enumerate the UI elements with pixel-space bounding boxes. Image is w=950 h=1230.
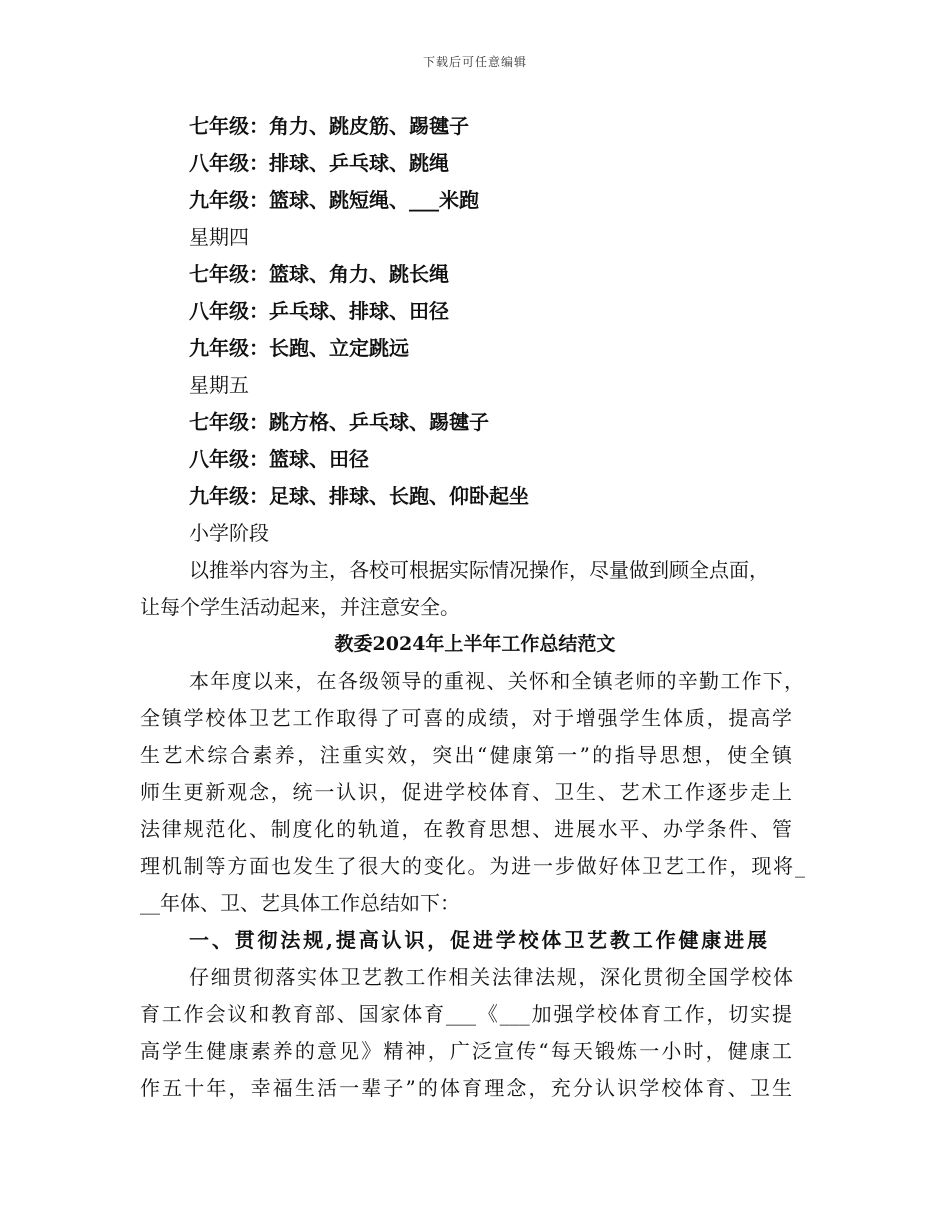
paragraph-line: 育工作会议和教育部、国家体育___《___加强学校体育工作，切实提 [140,1002,792,1026]
paragraph-line: 师生更新观念，统一认识，促进学校体育、卫生、艺术工作逐步走上 [140,780,792,804]
schedule-line: 九年级：长跑、立定跳远 [189,336,409,360]
intro-line: 让每个学生活动起来，并注意安全。 [140,595,460,619]
schedule-line: 九年级：足球、排球、长跑、仰卧起坐 [189,484,529,508]
schedule-line: 九年级：篮球、跳短绳、___米跑 [189,188,479,212]
paragraph-line: __年体、卫、艺具体工作总结如下： [140,891,460,915]
schedule-line: 七年级：跳方格、乒乓球、踢毽子 [189,410,489,434]
paragraph-line: 理机制等方面也发生了很大的变化。为进一步做好体卫艺工作，现将_ [140,854,805,878]
paragraph-line: 法律规范化、制度化的轨道，在教育思想、进展水平、办学条件、管 [140,817,792,841]
schedule-line: 八年级：篮球、田径 [189,447,369,471]
paragraph-line: 高学生健康素养的意见》精神，广泛宣传“每天锻炼一小时，健康工 [140,1039,792,1063]
paragraph-line: 生艺术综合素养，注重实效，突出“健康第一”的指导思想，使全镇 [140,743,792,767]
schedule-line: 八年级：排球、乒乓球、跳绳 [189,151,449,175]
section-heading: 一、贯彻法规,提高认识，促进学校体卫艺教工作健康进展 [189,928,767,952]
day-label: 星期五 [189,373,249,397]
section-label: 小学阶段 [189,521,269,545]
schedule-line: 八年级：乒乓球、排球、田径 [189,299,449,323]
paragraph-line: 本年度以来，在各级领导的重视、关怀和全镇老师的辛勤工作下， [189,669,804,693]
intro-line: 以推举内容为主，各校可根据实际情况操作，尽量做到顾全点面， [189,558,769,582]
document-title: 教委2024年上半年工作总结范文 [334,633,616,655]
paragraph-line: 仔细贯彻落实体卫艺教工作相关法律法规，深化贯彻全国学校体 [189,965,793,989]
paragraph-line: 全镇学校体卫艺工作取得了可喜的成绩，对于增强学生体质，提高学 [140,706,792,730]
schedule-line: 七年级：篮球、角力、跳长绳 [189,262,449,286]
schedule-line: 七年级：角力、跳皮筋、踢毽子 [189,114,469,138]
paragraph-line: 作五十年，幸福生活一辈子”的体育理念，充分认识学校体育、卫生 [140,1076,792,1100]
day-label: 星期四 [189,225,249,249]
page-header: 下载后可任意编辑 [422,55,527,69]
